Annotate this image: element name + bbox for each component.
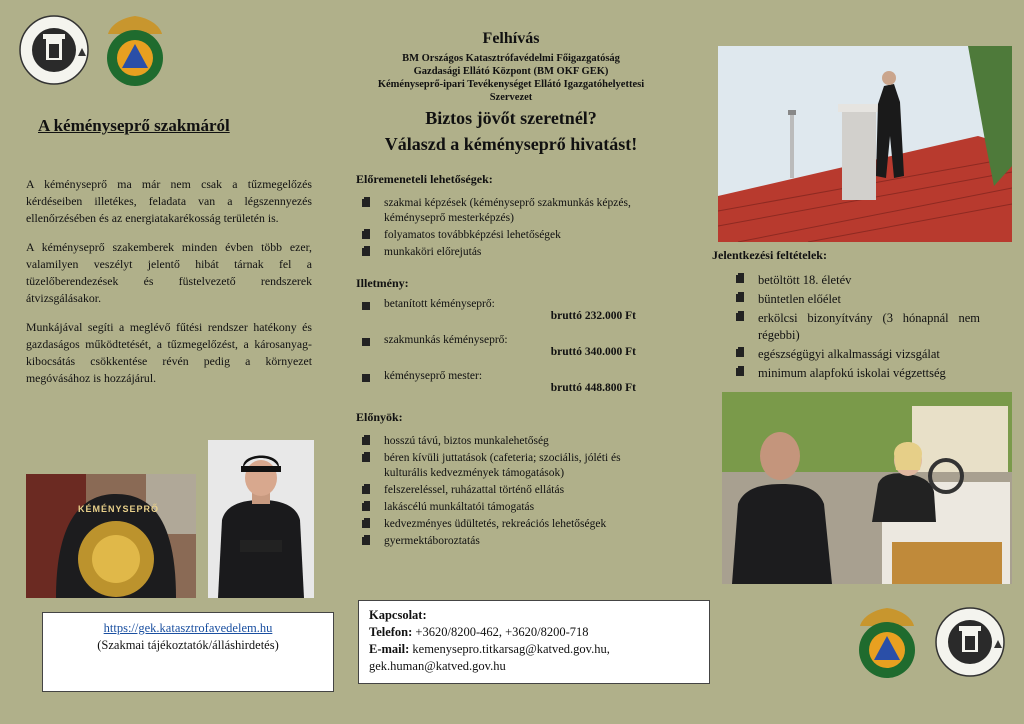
salary-item — [356, 370, 636, 406]
website-box — [42, 612, 334, 692]
list-item — [356, 228, 666, 243]
bullet-icon — [736, 294, 744, 302]
list-item-text: szakmai képzések (kéményseprő szakmunkás képzés, kéményseprő mesterképzés) — [384, 197, 631, 224]
phone-label: Telefon: — [369, 625, 413, 639]
salary-item — [356, 334, 636, 370]
salary-value: bruttó 448.800 Ft — [550, 382, 636, 394]
paragraph: Munkájával segíti a meglévő fűtési rendszer hatékony és gazdaságos működtetését, a tűzmegelőzést, a károsanyag-kibocsátás csökkentése révén pedig a környezet megóvásához is hozzájárul. — [26, 320, 312, 385]
chimney-sweep-logo — [934, 606, 1006, 678]
list-item — [356, 500, 666, 515]
salary-label: betanított kéményseprő: — [384, 298, 495, 310]
section-heading: A kéményseprő szakmáról — [38, 116, 230, 135]
phone-value: +3620/8200-462, +3620/8200-718 — [415, 625, 589, 639]
org-line: BM Országos Katasztrófavédelmi Főigazgatóság — [402, 53, 620, 64]
paragraph: A kéményseprő szakemberek minden évben több ezer, valamilyen veszélyt jelentő hibát tárnak fel a tüzelőberendezések és füstelvezető rendszerek átvizsgálásakor. — [26, 240, 312, 305]
bullet-icon — [362, 374, 370, 382]
bullet-icon — [362, 486, 370, 494]
two-sweeps-photo — [722, 392, 1012, 584]
list-item — [730, 365, 980, 382]
bullet-icon — [736, 349, 744, 357]
list-item-text: betöltött 18. életév — [758, 273, 852, 287]
bullet-icon — [362, 199, 370, 207]
list-item-text: gyermektáboroztatás — [384, 535, 480, 547]
list-item-text: kedvezményes üdültetés, rekreációs lehetőségek — [384, 518, 607, 530]
list-item — [356, 483, 666, 498]
progress-heading: Előremeneteli lehetőségek: — [356, 172, 493, 186]
salary-label: kéményseprő mester: — [384, 370, 483, 382]
salary-value: bruttó 232.000 Ft — [550, 310, 636, 322]
bullet-icon — [362, 503, 370, 511]
email-value-1[interactable]: kemenysepro.titkarsag@katved.gov.hu, — [412, 642, 610, 656]
disaster-protection-logo — [852, 604, 922, 680]
list-item-text: erkölcsi bizonyítvány (3 hónapnál nem régebbi) — [758, 311, 980, 342]
bullet-icon — [362, 520, 370, 528]
bullet-icon — [362, 454, 370, 462]
list-item — [730, 272, 980, 289]
rooftop-chimney-photo — [718, 46, 1012, 242]
list-item — [356, 451, 666, 481]
org-line: Gazdasági Ellátó Központ (BM OKF GEK) — [413, 66, 609, 77]
organization-name — [346, 52, 676, 104]
list-item-text: hosszú távú, biztos munkalehetőség — [384, 435, 549, 447]
list-item — [356, 534, 666, 549]
bullet-icon — [362, 248, 370, 256]
sweep-portrait-photo — [208, 440, 314, 598]
contact-heading: Kapcsolat: — [369, 608, 427, 622]
list-item — [356, 517, 666, 532]
list-item — [730, 310, 980, 344]
list-item-text: lakáscélú munkáltatói támogatás — [384, 501, 535, 513]
list-item — [356, 245, 666, 260]
chimney-sweep-logo — [18, 14, 90, 86]
bullet-icon — [736, 313, 744, 321]
list-item — [730, 291, 980, 308]
bullet-icon — [362, 437, 370, 445]
bullet-icon — [362, 302, 370, 310]
list-item — [356, 196, 666, 226]
list-item-text: egészségügyi alkalmassági vizsgálat — [758, 347, 940, 361]
list-item — [356, 434, 666, 449]
jacket-photo — [26, 474, 196, 598]
requirements-list — [730, 272, 980, 384]
email-label: E-mail: — [369, 642, 410, 656]
contact-phone — [369, 624, 699, 641]
requirements-heading: Jelentkezési feltételek: — [712, 248, 827, 262]
contact-email — [369, 641, 699, 658]
list-item-text: folyamatos továbbképzési lehetőségek — [384, 229, 561, 241]
salary-value: bruttó 340.000 Ft — [550, 346, 636, 358]
progress-list — [356, 196, 666, 262]
paragraph: A kéményseprő ma már nem csak a tűzmegelőzés kérdéseiben illetékes, feladata van a légszennyezés ellenőrzésében és az energiatakarékosság területén is. — [26, 177, 312, 225]
list-item-text: béren kívüli juttatások (cafeteria; szociális, jóléti és kulturális kedvezmények támogatások) — [384, 452, 621, 479]
list-item-text: büntetlen előélet — [758, 292, 841, 306]
org-line: Szervezet — [489, 92, 533, 103]
email-value-2[interactable]: gek.human@katved.gov.hu — [369, 659, 506, 673]
intro-text — [26, 176, 312, 399]
list-item-text: felszereléssel, ruházattal történő ellátás — [384, 484, 565, 496]
flyer-title: Felhívás — [482, 30, 540, 47]
benefits-heading: Előnyök: — [356, 410, 403, 424]
slogan-line-2: Válaszd a kéményseprő hivatást! — [384, 134, 638, 154]
salary-item — [356, 298, 636, 334]
list-item-text: minimum alapfokú iskolai végzettség — [758, 366, 946, 380]
bullet-icon — [362, 231, 370, 239]
salary-label: szakmunkás kéményseprő: — [384, 334, 508, 346]
jacket-text: KÉMÉNYSEPRŐ — [78, 504, 160, 514]
disaster-protection-logo — [100, 12, 170, 88]
bullet-icon — [362, 338, 370, 346]
benefits-list — [356, 434, 666, 551]
bullet-icon — [362, 537, 370, 545]
list-item — [730, 346, 980, 363]
slogan-line-1: Biztos jövőt szeretnél? — [425, 108, 597, 128]
website-link[interactable]: https://gek.katasztrofavedelem.hu — [103, 621, 273, 635]
contact-box — [358, 600, 710, 684]
list-item-text: munkaköri előrejutás — [384, 246, 482, 258]
org-line: Kéményseprő-ipari Tevékenységet Ellátó Igazgatóhelyettesi — [377, 79, 645, 90]
salary-heading: Illetmény: — [356, 276, 409, 290]
bullet-icon — [736, 368, 744, 376]
bullet-icon — [736, 275, 744, 283]
salary-list — [356, 298, 636, 406]
website-note: (Szakmai tájékoztatók/álláshirdetés) — [97, 638, 279, 652]
